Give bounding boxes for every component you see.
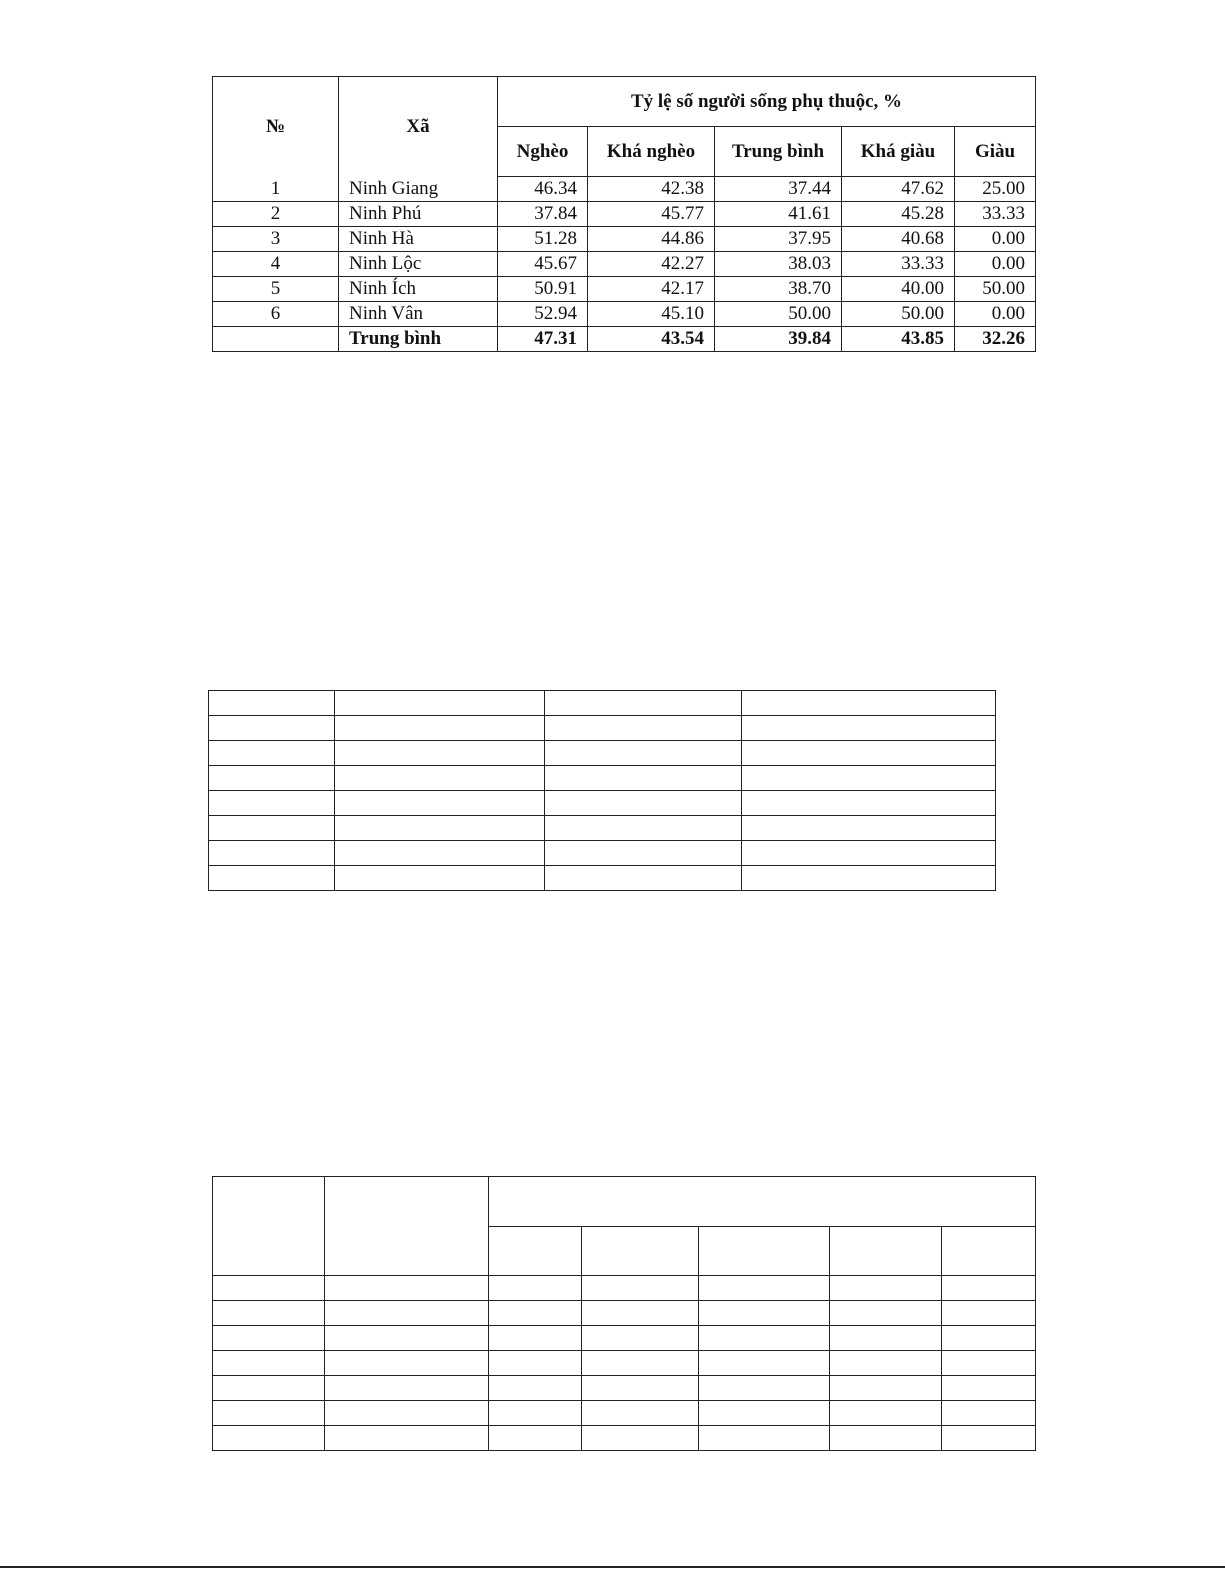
empty-cell <box>209 816 335 841</box>
table-row <box>213 227 1036 252</box>
header-no: № <box>213 77 339 177</box>
empty-cell <box>699 1376 830 1401</box>
empty-cell <box>582 1426 699 1451</box>
row-number <box>213 327 339 352</box>
empty-cell <box>325 1301 489 1326</box>
average-row <box>213 327 1036 352</box>
table-row <box>209 841 996 866</box>
table-row <box>213 1401 1036 1426</box>
value-cell: 33.33 <box>842 252 955 277</box>
empty-cell <box>335 691 545 716</box>
empty-cell <box>742 716 996 741</box>
value-cell: 37.84 <box>498 202 588 227</box>
page-bottom-rule <box>0 1566 1225 1568</box>
empty-cell <box>830 1426 942 1451</box>
empty-cell <box>545 866 742 891</box>
empty-cell <box>335 741 545 766</box>
table-row <box>213 1351 1036 1376</box>
empty-cell <box>582 1326 699 1351</box>
value-cell: 45.77 <box>588 202 715 227</box>
empty-cell <box>582 1351 699 1376</box>
table-row <box>213 277 1036 302</box>
empty-cell <box>489 1426 582 1451</box>
value-cell: 0.00 <box>955 227 1036 252</box>
empty-header-cell <box>699 1227 830 1276</box>
empty-cell <box>489 1326 582 1351</box>
empty-cell <box>209 716 335 741</box>
empty-cell <box>335 766 545 791</box>
empty-cell <box>209 841 335 866</box>
empty-cell <box>830 1351 942 1376</box>
table-row <box>213 1426 1036 1451</box>
empty-cell <box>213 1326 325 1351</box>
empty-cell <box>942 1301 1036 1326</box>
commune-name: Ninh Hà <box>339 227 498 252</box>
empty-cell <box>742 691 996 716</box>
empty-header-cell <box>489 1177 1036 1227</box>
row-number: 6 <box>213 302 339 327</box>
value-cell: 42.38 <box>588 177 715 202</box>
empty-cell <box>742 766 996 791</box>
empty-cell <box>213 1301 325 1326</box>
empty-cell <box>742 841 996 866</box>
empty-cell <box>489 1351 582 1376</box>
value-cell: 42.17 <box>588 277 715 302</box>
value-cell: 52.94 <box>498 302 588 327</box>
value-cell: 0.00 <box>955 302 1036 327</box>
value-cell: 46.34 <box>498 177 588 202</box>
commune-name: Ninh Giang <box>339 177 498 202</box>
empty-cell <box>830 1401 942 1426</box>
empty-cell <box>830 1276 942 1301</box>
empty-header-cell <box>942 1227 1036 1276</box>
value-cell: 45.10 <box>588 302 715 327</box>
empty-cell <box>209 866 335 891</box>
value-cell: 33.33 <box>955 202 1036 227</box>
empty-cell <box>335 841 545 866</box>
value-cell: 44.86 <box>588 227 715 252</box>
empty-cell <box>545 841 742 866</box>
commune-name: Ninh Lộc <box>339 252 498 277</box>
commune-name: Ninh Phú <box>339 202 498 227</box>
value-cell: 51.28 <box>498 227 588 252</box>
commune-name: Ninh Ích <box>339 277 498 302</box>
average-value: 43.54 <box>588 327 715 352</box>
empty-cell <box>699 1301 830 1326</box>
empty-cell <box>545 741 742 766</box>
empty-header-cell <box>830 1227 942 1276</box>
value-cell: 0.00 <box>955 252 1036 277</box>
value-cell: 47.62 <box>842 177 955 202</box>
empty-cell <box>325 1276 489 1301</box>
average-value: 43.85 <box>842 327 955 352</box>
empty-cell <box>545 716 742 741</box>
header-col-rich: Giàu <box>955 127 1036 177</box>
empty-grouped-table-grid <box>212 1176 1036 1451</box>
table-row <box>213 1301 1036 1326</box>
table-row <box>213 1326 1036 1351</box>
table-row <box>209 766 996 791</box>
empty-cell <box>742 741 996 766</box>
empty-cell <box>489 1301 582 1326</box>
empty-cell <box>209 691 335 716</box>
row-number: 1 <box>213 177 339 202</box>
value-cell: 38.03 <box>715 252 842 277</box>
empty-cell <box>942 1376 1036 1401</box>
empty-cell <box>942 1351 1036 1376</box>
table-row <box>209 716 996 741</box>
row-number: 5 <box>213 277 339 302</box>
table-row <box>213 177 1036 202</box>
header-col-near-poor: Khá nghèo <box>588 127 715 177</box>
empty-cell <box>213 1351 325 1376</box>
average-value: 47.31 <box>498 327 588 352</box>
empty-cell <box>545 766 742 791</box>
empty-cell <box>742 816 996 841</box>
value-cell: 50.00 <box>955 277 1036 302</box>
row-number: 4 <box>213 252 339 277</box>
row-number: 3 <box>213 227 339 252</box>
empty-header-cell <box>213 1177 325 1276</box>
empty-cell <box>335 816 545 841</box>
empty-cell <box>545 791 742 816</box>
empty-cell <box>335 791 545 816</box>
empty-cell <box>582 1276 699 1301</box>
table-row <box>209 791 996 816</box>
value-cell: 37.95 <box>715 227 842 252</box>
empty-cell <box>209 741 335 766</box>
empty-cell <box>830 1301 942 1326</box>
empty-cell <box>742 866 996 891</box>
table-row <box>209 866 996 891</box>
empty-cell <box>489 1276 582 1301</box>
value-cell: 50.00 <box>715 302 842 327</box>
table-row <box>209 816 996 841</box>
average-label: Trung bình <box>339 327 498 352</box>
empty-cell <box>582 1301 699 1326</box>
value-cell: 40.68 <box>842 227 955 252</box>
empty-cell <box>582 1376 699 1401</box>
empty-cell <box>213 1376 325 1401</box>
value-cell: 38.70 <box>715 277 842 302</box>
empty-cell <box>213 1426 325 1451</box>
empty-cell <box>325 1376 489 1401</box>
header-col-near-rich: Khá giàu <box>842 127 955 177</box>
empty-cell <box>942 1426 1036 1451</box>
empty-cell <box>209 791 335 816</box>
empty-cell <box>213 1276 325 1301</box>
table-row <box>213 202 1036 227</box>
empty-cell <box>545 691 742 716</box>
value-cell: 42.27 <box>588 252 715 277</box>
empty-cell <box>209 766 335 791</box>
empty-cell <box>742 791 996 816</box>
table-row <box>213 1276 1036 1301</box>
value-cell: 41.61 <box>715 202 842 227</box>
empty-cell <box>942 1276 1036 1301</box>
header-col-average: Trung bình <box>715 127 842 177</box>
value-cell: 45.67 <box>498 252 588 277</box>
commune-name: Ninh Vân <box>339 302 498 327</box>
table-row <box>213 252 1036 277</box>
empty-table-grid <box>208 690 996 891</box>
value-cell: 50.91 <box>498 277 588 302</box>
table-row <box>213 1376 1036 1401</box>
value-cell: 37.44 <box>715 177 842 202</box>
value-cell: 25.00 <box>955 177 1036 202</box>
empty-cell <box>335 866 545 891</box>
empty-cell <box>325 1351 489 1376</box>
value-cell: 45.28 <box>842 202 955 227</box>
empty-cell <box>830 1326 942 1351</box>
empty-header-cell <box>325 1177 489 1276</box>
empty-cell <box>325 1426 489 1451</box>
empty-header-cell <box>489 1227 582 1276</box>
empty-cell <box>942 1401 1036 1426</box>
empty-cell <box>213 1401 325 1426</box>
empty-cell <box>699 1426 830 1451</box>
header-group-title: Tỷ lệ số người sống phụ thuộc, % <box>498 77 1036 127</box>
value-cell: 40.00 <box>842 277 955 302</box>
empty-cell <box>582 1401 699 1426</box>
empty-cell <box>699 1351 830 1376</box>
average-value: 39.84 <box>715 327 842 352</box>
value-cell: 50.00 <box>842 302 955 327</box>
empty-cell <box>545 816 742 841</box>
empty-cell <box>325 1326 489 1351</box>
table-row <box>209 691 996 716</box>
empty-cell <box>699 1326 830 1351</box>
empty-cell <box>699 1276 830 1301</box>
table-row <box>213 302 1036 327</box>
header-commune: Xã <box>339 77 498 177</box>
table-row <box>209 741 996 766</box>
empty-cell <box>489 1376 582 1401</box>
empty-header-cell <box>582 1227 699 1276</box>
dependency-ratio-table <box>212 76 1036 352</box>
empty-cell <box>699 1401 830 1426</box>
row-number: 2 <box>213 202 339 227</box>
header-col-poor: Nghèo <box>498 127 588 177</box>
empty-cell <box>942 1326 1036 1351</box>
empty-cell <box>335 716 545 741</box>
empty-cell <box>489 1401 582 1426</box>
table-header-row <box>213 1177 1036 1227</box>
empty-cell <box>325 1401 489 1426</box>
average-value: 32.26 <box>955 327 1036 352</box>
empty-cell <box>830 1376 942 1401</box>
